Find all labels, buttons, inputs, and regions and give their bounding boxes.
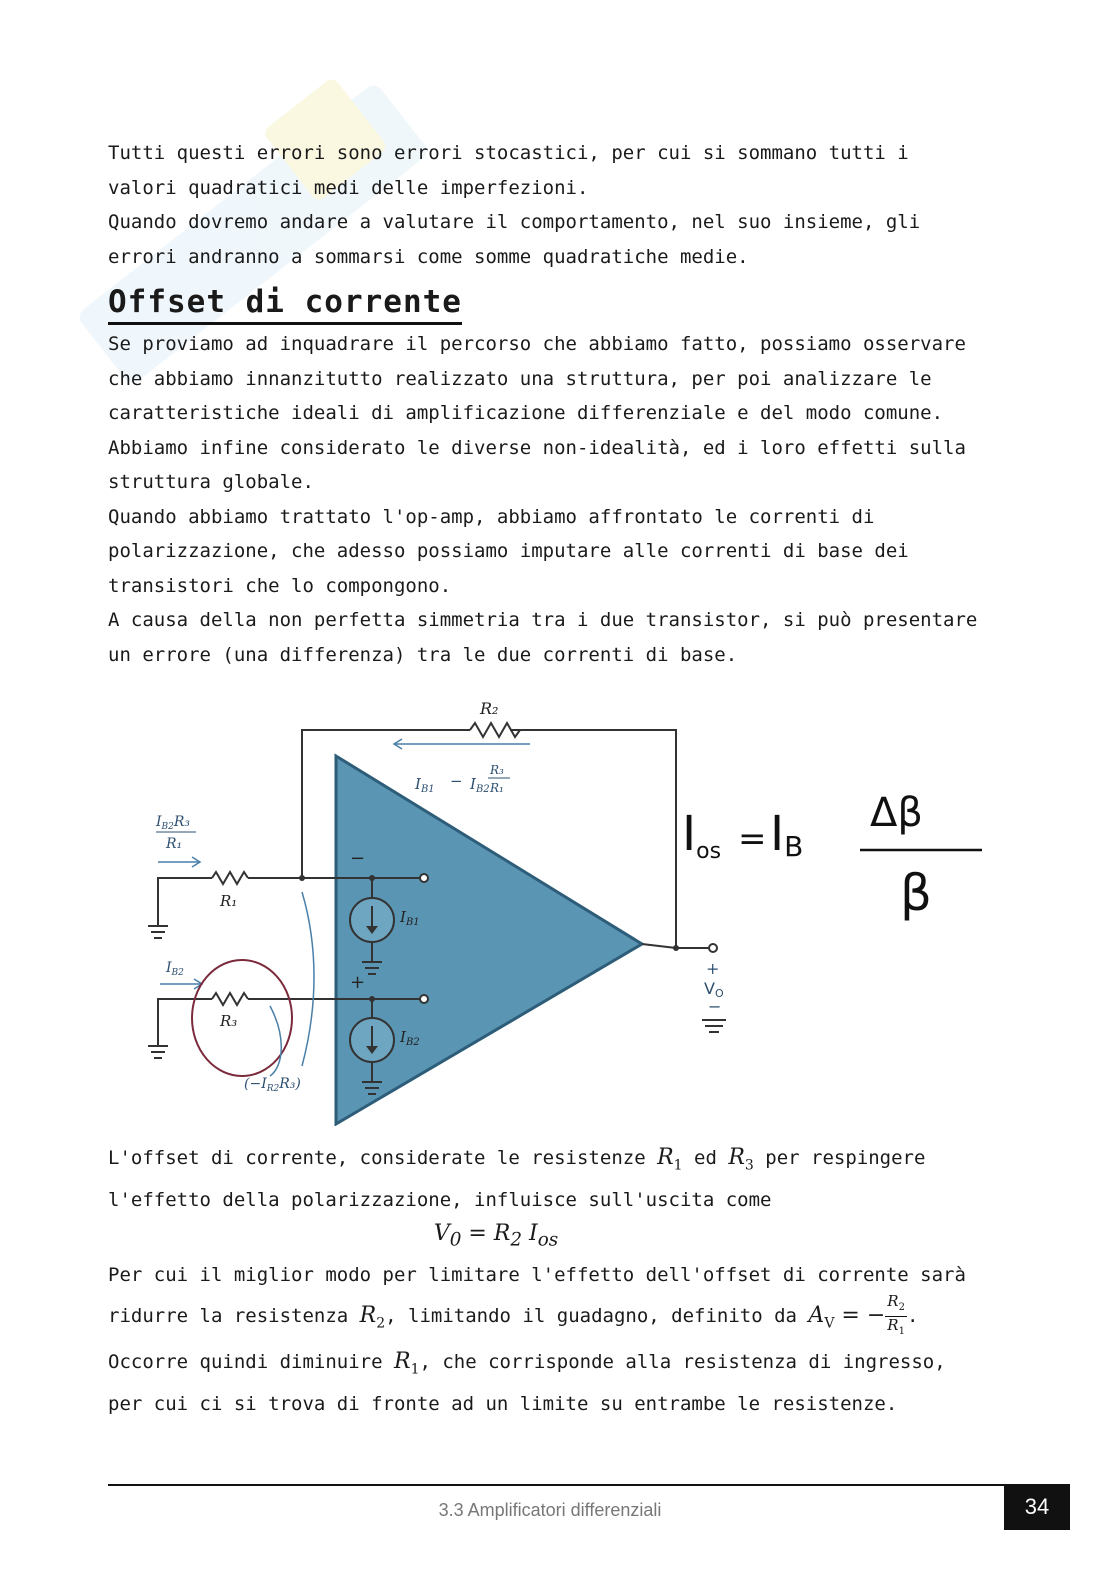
opamp-circuit-figure xyxy=(130,686,1000,1126)
loop-note: $(-I_{R2}R_3)$ xyxy=(244,1076,301,1094)
iin2-arrow xyxy=(160,979,202,989)
text-line: Quando abbiamo trattato l'op-amp, abbiamo affrontato le correnti di xyxy=(108,505,875,528)
plus-input-sign: + xyxy=(350,972,366,993)
text-line: Quando dovremo andare a valutare il comportamento, nel suo insieme, gli xyxy=(108,211,921,233)
page-number: 34 xyxy=(1004,1484,1070,1530)
intro-paragraph xyxy=(108,136,1038,274)
body-paragraph xyxy=(108,327,1038,672)
svg-text:IB: IB xyxy=(770,806,804,863)
conclusion-paragraph xyxy=(108,1141,1038,1422)
vo-minus-sign: − xyxy=(708,997,722,1016)
text-line: polarizzazione, che adesso possiamo imputare alle correnti di base dei xyxy=(108,540,909,562)
text-line: per cui ci si trova di fronte ad un limite su entrambe le resistenze. xyxy=(108,1393,898,1416)
text-line: Se proviamo ad inquadrare il percorso che abbiamo fatto, possiamo osservare xyxy=(108,333,966,355)
svg-text:IB2: $I_{B2}$ xyxy=(470,775,490,795)
text-line: che abbiamo innanzitutto realizzato una struttura, per poi analizzare le xyxy=(108,367,932,390)
text-line: valori quadratici medi delle imperfezioni. xyxy=(108,176,589,199)
handwritten-formula xyxy=(682,790,982,922)
current-source-ib1 xyxy=(350,898,394,942)
svg-text:=: = xyxy=(738,819,767,859)
footer-rule xyxy=(108,1484,1008,1486)
r2-label: R₂ xyxy=(480,699,499,718)
svg-text:β: β xyxy=(900,864,932,922)
text-line: struttura globale. xyxy=(108,471,314,493)
vo-plus-sign: + xyxy=(706,959,720,978)
section-heading: Offset di corrente xyxy=(108,282,462,325)
text-line: ridurre la resistenza $R_2$, limitando il guadagno, definito da $A_V$ = − $\frac{R_2}{R_1}$ . xyxy=(108,1293,1038,1345)
svg-text:Δβ: Δβ xyxy=(870,790,923,836)
r3-label: R₃ xyxy=(220,1012,238,1030)
text-line: un errore (una differenza) tra le due correnti di base. xyxy=(108,643,738,666)
r3-loop-annotation xyxy=(192,960,292,1076)
svg-text:R₁: R₁ xyxy=(166,836,183,852)
vo-label: VO xyxy=(704,979,724,1000)
r1-label: R₁ xyxy=(220,892,238,910)
svg-text:Ios: Ios xyxy=(682,806,722,864)
current-source-ib2 xyxy=(350,1018,394,1062)
text-line: Occorre quindi diminuire $R_1$, che corrisponde alla resistenza di ingresso, xyxy=(108,1349,946,1378)
text-line: transistori che lo compongono. xyxy=(108,574,452,597)
gain-fraction: $\frac{R_2}{R_1}$ xyxy=(887,1291,905,1337)
text-line: L'offset di corrente, considerate le resistenze $R_1$ ed $R_3$ per respingere xyxy=(108,1145,926,1174)
ib1-label: $I_{B1}$ xyxy=(400,908,420,928)
svg-text:IB1: $I_{B1}$ xyxy=(415,775,435,795)
text-line: l'effetto della polarizzazione, influisce sull'uscita come xyxy=(108,1188,772,1211)
ib2-label: $I_{B2}$ xyxy=(400,1028,420,1048)
svg-text:R₁: R₁ xyxy=(490,781,504,795)
svg-text:R₃: R₃ xyxy=(490,763,504,777)
input-current-label xyxy=(155,814,196,852)
feedback-current-arrow xyxy=(394,739,530,749)
text-line: Abbiamo infine considerato le diverse non-idealità, ed i loro effetti sulla xyxy=(108,436,966,459)
input-current-arrow xyxy=(158,857,200,867)
offset-equation: $V_0 = R_2$ $I_{os}$ xyxy=(433,1221,559,1251)
svg-text:IB2R₃: $I_{B2}R_3$ xyxy=(156,814,191,832)
text-line: errori andranno a sommarsi come somme quadratiche medie. xyxy=(108,245,749,268)
iin2-label: $I_{B2}$ xyxy=(166,960,184,978)
feedback-current-label xyxy=(414,763,510,795)
svg-text:−: − xyxy=(450,772,463,790)
text-line: A causa della non perfetta simmetria tra i due transistor, si può presentare xyxy=(108,609,978,631)
footer-section-title: 3.3 Amplificatori differenziali xyxy=(438,1500,662,1520)
text-line: Per cui il miglior modo per limitare l'effetto dell'offset di corrente sarà xyxy=(108,1264,966,1287)
text-line: caratteristiche ideali di amplificazione differenziale e del modo comune. xyxy=(108,402,944,424)
loop-arrow-left xyxy=(302,892,314,1066)
output-ground xyxy=(702,1020,726,1032)
text-line: Tutti questi errori sono errori stocastici, per cui si sommano tutti i xyxy=(108,142,909,164)
minus-input-sign: − xyxy=(350,848,366,869)
